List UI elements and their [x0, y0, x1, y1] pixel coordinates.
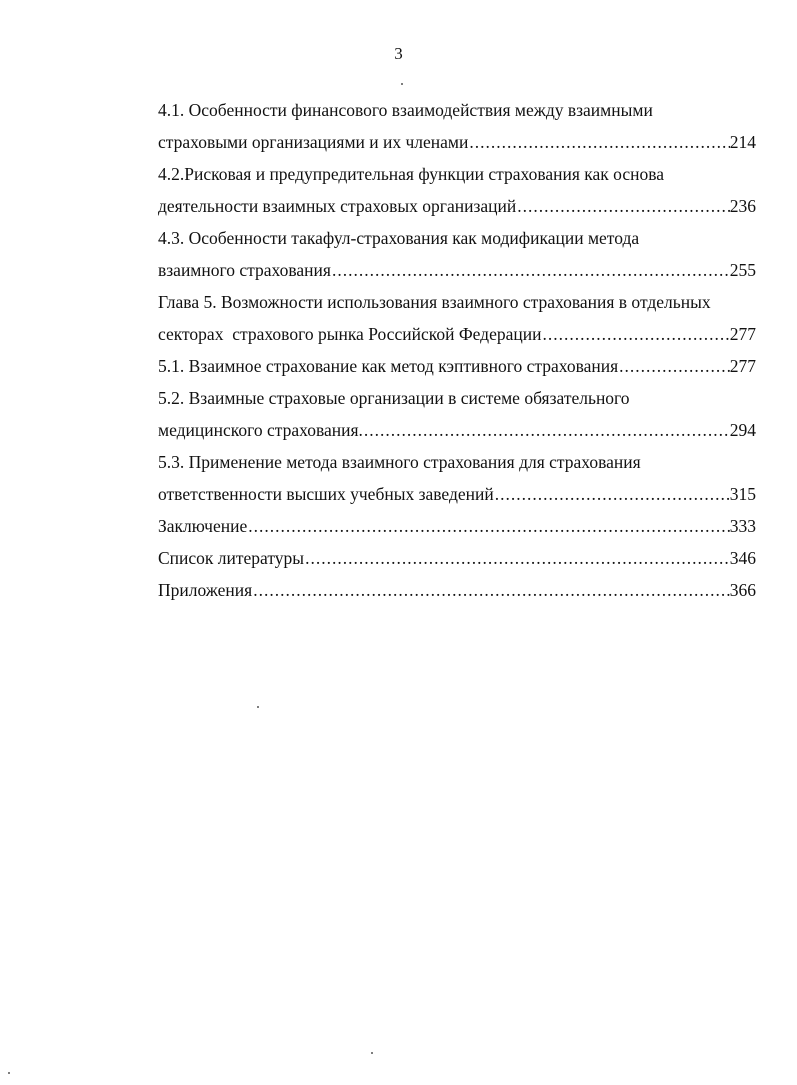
- leader-dots: [494, 478, 730, 510]
- toc-entry-5-3-line1: 5.3. Применение метода взаимного страхования для страхования: [158, 452, 641, 472]
- page-number: 3: [394, 44, 403, 63]
- toc-page-number: 366: [729, 580, 756, 600]
- leader-dots: [468, 126, 729, 158]
- toc-entry-4-3: [158, 254, 756, 286]
- toc-entry-4-2-line1: 4.2.Рисковая и предупредительная функции страхования как основа: [158, 164, 665, 184]
- toc-page-number: 236: [729, 196, 756, 216]
- toc-page-number: 277: [729, 356, 756, 376]
- leader-dots: [247, 510, 730, 542]
- toc-entry-title: 5.1. Взаимное страхование как метод кэптивного страхования: [158, 356, 619, 376]
- toc-entry-title: деятельности взаимных страховых организаций: [158, 196, 517, 216]
- toc-entry-4-1-line1: 4.1. Особенности финансового взаимодействия между взаимными: [158, 100, 653, 120]
- toc-entry-title: взаимного страхования: [158, 260, 331, 280]
- toc-entry-title: страховыми организациями и их членами: [158, 132, 469, 152]
- toc-page-number: 294: [729, 420, 756, 440]
- toc-entry-title: медицинского страхования.: [158, 420, 363, 440]
- toc-entry-title: Приложения: [158, 580, 253, 600]
- table-of-contents: [158, 94, 756, 606]
- toc-page-number: 315: [729, 484, 756, 504]
- leader-dots: [541, 318, 729, 350]
- leader-dots: [363, 414, 730, 446]
- leader-dots: [618, 350, 730, 382]
- toc-entry-5-2-line1: 5.2. Взаимные страховые организации в системе обязательного: [158, 388, 630, 408]
- toc-entry-references: [158, 542, 756, 574]
- toc-entry-title: Заключение: [158, 516, 248, 536]
- toc-entry-4-3-line1: 4.3. Особенности такафул-страхования как модификации метода: [158, 228, 640, 248]
- toc-entry-5-1: [158, 350, 756, 382]
- toc-entry-title: секторах страхового рынка Российской Федерации: [158, 324, 542, 344]
- toc-entry-conclusion: [158, 510, 756, 542]
- leader-dots: [331, 254, 730, 286]
- toc-page-number: 346: [729, 548, 756, 568]
- toc-page-number: 333: [729, 516, 756, 536]
- toc-entry-5-3: [158, 478, 756, 510]
- toc-entry-chapter-5-line1: Глава 5. Возможности использования взаимного страхования в отдельных: [158, 292, 711, 312]
- toc-entry-title: ответственности высших учебных заведений: [158, 484, 494, 504]
- toc-entry-5-2: [158, 414, 756, 446]
- scan-speck: [8, 1072, 10, 1074]
- leader-dots: [252, 574, 730, 606]
- leader-dots: [304, 542, 730, 574]
- toc-entry-4-2: [158, 190, 756, 222]
- toc-page-number: 277: [729, 324, 756, 344]
- toc-page-number: 214: [729, 132, 756, 152]
- toc-entry-title: Список литературы: [158, 548, 305, 568]
- toc-entry-chapter-5: [158, 318, 756, 350]
- scan-speck: [257, 706, 259, 708]
- toc-entry-4-1: [158, 126, 756, 158]
- scan-speck: [371, 1052, 373, 1054]
- scan-speck: [401, 83, 403, 85]
- toc-page-number: 255: [729, 260, 756, 280]
- toc-entry-appendices: [158, 574, 756, 606]
- leader-dots: [516, 190, 729, 222]
